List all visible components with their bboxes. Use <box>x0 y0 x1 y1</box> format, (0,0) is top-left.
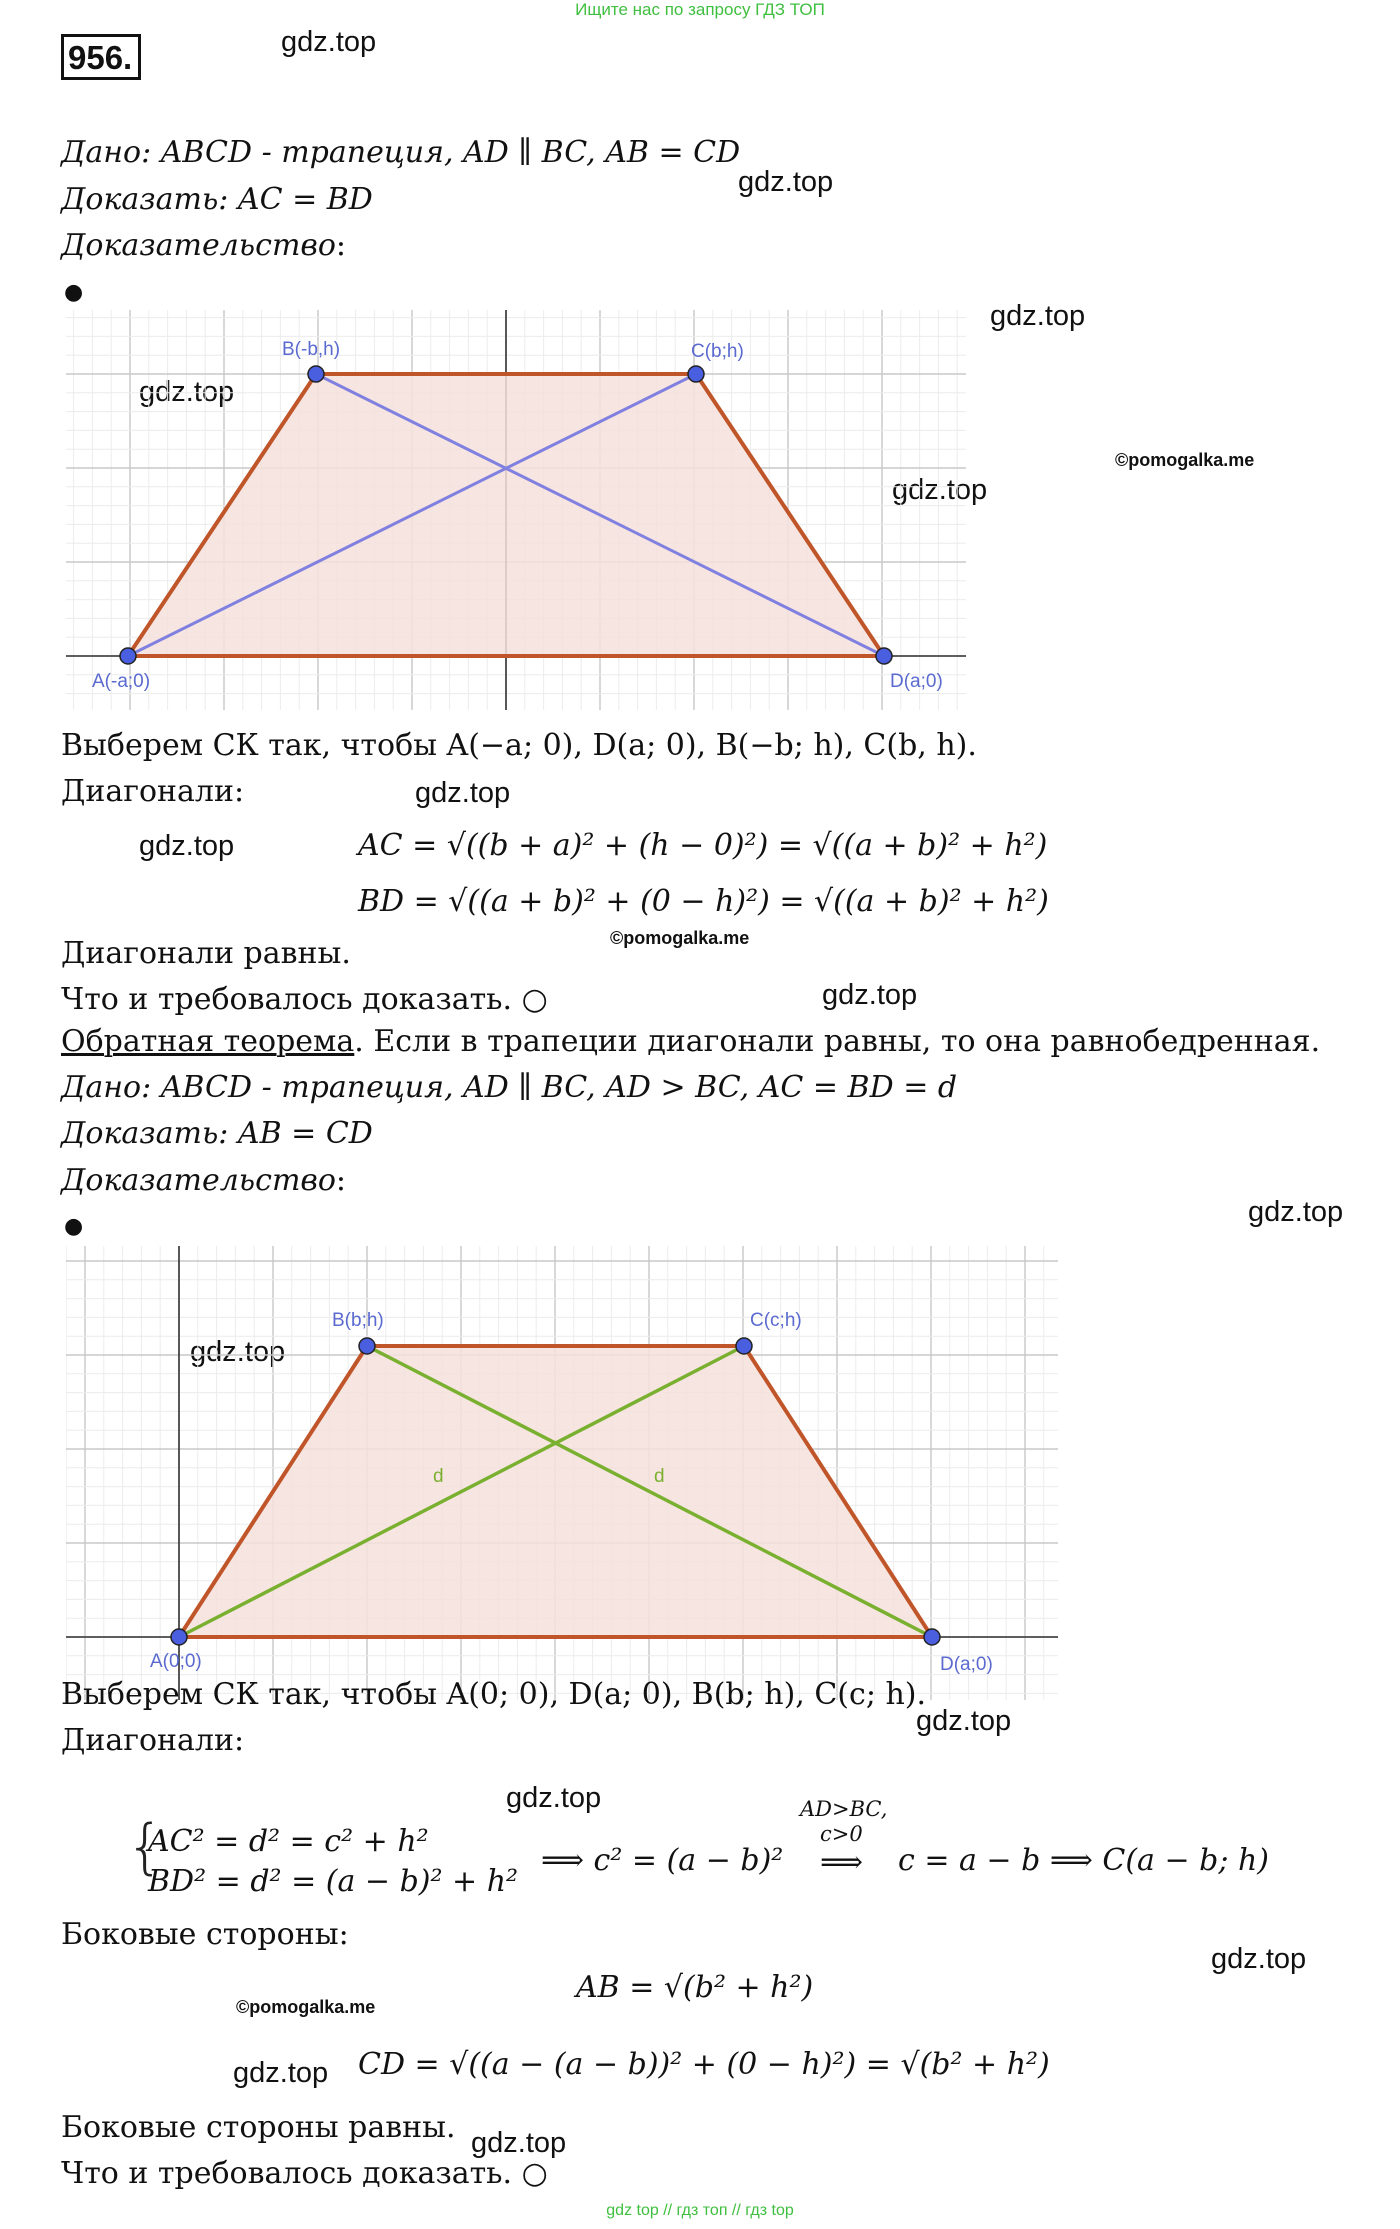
bullet: ● <box>64 280 84 305</box>
label-c: C(b;h) <box>691 341 744 362</box>
point-b <box>308 366 324 382</box>
label-d: D(a;0) <box>890 671 943 692</box>
copyright-watermark: ©pomogalka.me <box>236 1997 376 2017</box>
proof-label: Доказательство <box>61 228 336 263</box>
label-b: B(b;h) <box>332 1310 384 1331</box>
watermark: gdz.top <box>916 1705 1012 1737</box>
given-text-2: : ABCD - трапеция, AD ∥ BC, AD > BC, AC = BD = d <box>141 1070 958 1105</box>
converse-text: . Если в трапеции диагонали равны, то она равнобедренная. <box>354 1024 1321 1059</box>
converse-line <box>61 1024 1320 1060</box>
watermark: gdz.top <box>190 1336 286 1368</box>
watermark: gdz.top <box>822 979 918 1011</box>
point-d <box>924 1629 940 1645</box>
trapezoid-fill <box>128 374 884 656</box>
sides-equal: Боковые стороны равны. <box>61 2110 456 2145</box>
implies-arrow: ⟹ <box>820 1845 864 1880</box>
watermark: gdz.top <box>281 26 377 58</box>
given-line <box>61 135 740 171</box>
label-diagonal-bd: d <box>654 1466 665 1487</box>
arrow-condition-2: c>0 <box>820 1822 863 1846</box>
watermark: gdz.top <box>471 2127 567 2159</box>
system-brace: { <box>126 1812 165 1882</box>
proof-colon-2: : <box>335 1163 347 1198</box>
diagonals-label-1: Диагонали: <box>61 774 245 809</box>
system-result-2: c = a − b ⟹ C(a − b; h) <box>898 1843 1270 1878</box>
label-c: C(c;h) <box>750 1310 802 1331</box>
footer-links[interactable]: gdz top // гдз топ // гдз top <box>606 2202 794 2219</box>
prove-label: Доказать <box>61 182 219 217</box>
equation-ab: AB = √(b² + h²) <box>576 1970 814 2005</box>
problem-number: 956. <box>61 34 141 80</box>
figure-trapezoid-2 <box>66 1246 1058 1700</box>
proof-label-2: Доказательство <box>61 1163 336 1198</box>
watermark: gdz.top <box>139 830 235 862</box>
watermark: gdz.top <box>506 1782 602 1814</box>
watermark: gdz.top <box>990 300 1086 332</box>
prove-label-2: Доказать <box>61 1116 219 1151</box>
prove-line <box>61 182 373 218</box>
system-line-2: BD² = d² = (a − b)² + h² <box>148 1864 519 1899</box>
equation-cd: CD = √((a − (a − b))² + (0 − h)²) = √(b² + h²) <box>358 2047 1050 2082</box>
proof-colon: : <box>335 228 347 263</box>
given-label-2: Дано <box>61 1070 142 1105</box>
equation-ac: AC = √((b + a)² + (h − 0)²) = √((a + b)² + h²) <box>358 828 1048 863</box>
point-a <box>120 648 136 664</box>
point-a <box>171 1629 187 1645</box>
qed-1: Что и требовалось доказать. ○ <box>61 982 548 1017</box>
figure-trapezoid-1 <box>66 310 966 710</box>
copyright-watermark: ©pomogalka.me <box>1115 450 1255 470</box>
arrow-condition-1: AD>BC, <box>800 1797 888 1821</box>
prove-text-2: : AB = CD <box>218 1116 373 1151</box>
given-label: Дано <box>61 135 142 170</box>
choose-cs-2: Выберем СК так, чтобы A(0; 0), D(a; 0), B(b; h), C(c; h). <box>61 1677 927 1712</box>
given-line-2 <box>61 1070 957 1106</box>
prove-line-2 <box>61 1116 373 1152</box>
converse-label: Обратная теорема <box>61 1024 355 1059</box>
label-a: A(-a;0) <box>92 671 151 692</box>
qed-2: Что и требовалось доказать. ○ <box>61 2156 548 2191</box>
watermark: gdz.top <box>233 2057 329 2089</box>
choose-cs-1: Выберем СК так, чтобы A(−a; 0), D(a; 0), B(−b; h), C(b, h). <box>61 728 977 763</box>
point-c <box>736 1338 752 1354</box>
watermark: gdz.top <box>1248 1196 1344 1228</box>
equation-bd: BD = √((a + b)² + (0 − h)²) = √((a + b)² + h²) <box>358 884 1049 919</box>
watermark: gdz.top <box>139 376 235 408</box>
label-a: A(0;0) <box>150 1651 202 1672</box>
watermark: gdz.top <box>415 777 511 809</box>
label-diagonal-ac: d <box>433 1466 444 1487</box>
top-banner[interactable]: Ищите нас по запросу ГДЗ ТОП <box>575 0 825 19</box>
point-c <box>688 366 704 382</box>
proof-line <box>61 228 346 264</box>
point-b <box>359 1338 375 1354</box>
system-line-1: AC² = d² = c² + h² <box>148 1824 429 1859</box>
label-b: B(-b,h) <box>282 339 341 360</box>
copyright-watermark: ©pomogalka.me <box>610 928 750 948</box>
diagonals-equal: Диагонали равны. <box>61 936 351 971</box>
label-d: D(a;0) <box>940 1654 993 1675</box>
proof-line-2 <box>61 1163 346 1199</box>
sides-label: Боковые стороны: <box>61 1917 349 1952</box>
prove-text: : AC = BD <box>218 182 373 217</box>
bullet-2: ● <box>64 1214 84 1239</box>
given-text: : ABCD - трапеция, AD ∥ BC, AB = CD <box>141 135 741 170</box>
watermark: gdz.top <box>738 166 834 198</box>
point-d <box>876 648 892 664</box>
watermark: gdz.top <box>892 474 988 506</box>
diagonals-label-2: Диагонали: <box>61 1723 245 1758</box>
system-result-1: ⟹ c² = (a − b)² <box>541 1843 784 1878</box>
watermark: gdz.top <box>1211 1943 1307 1975</box>
